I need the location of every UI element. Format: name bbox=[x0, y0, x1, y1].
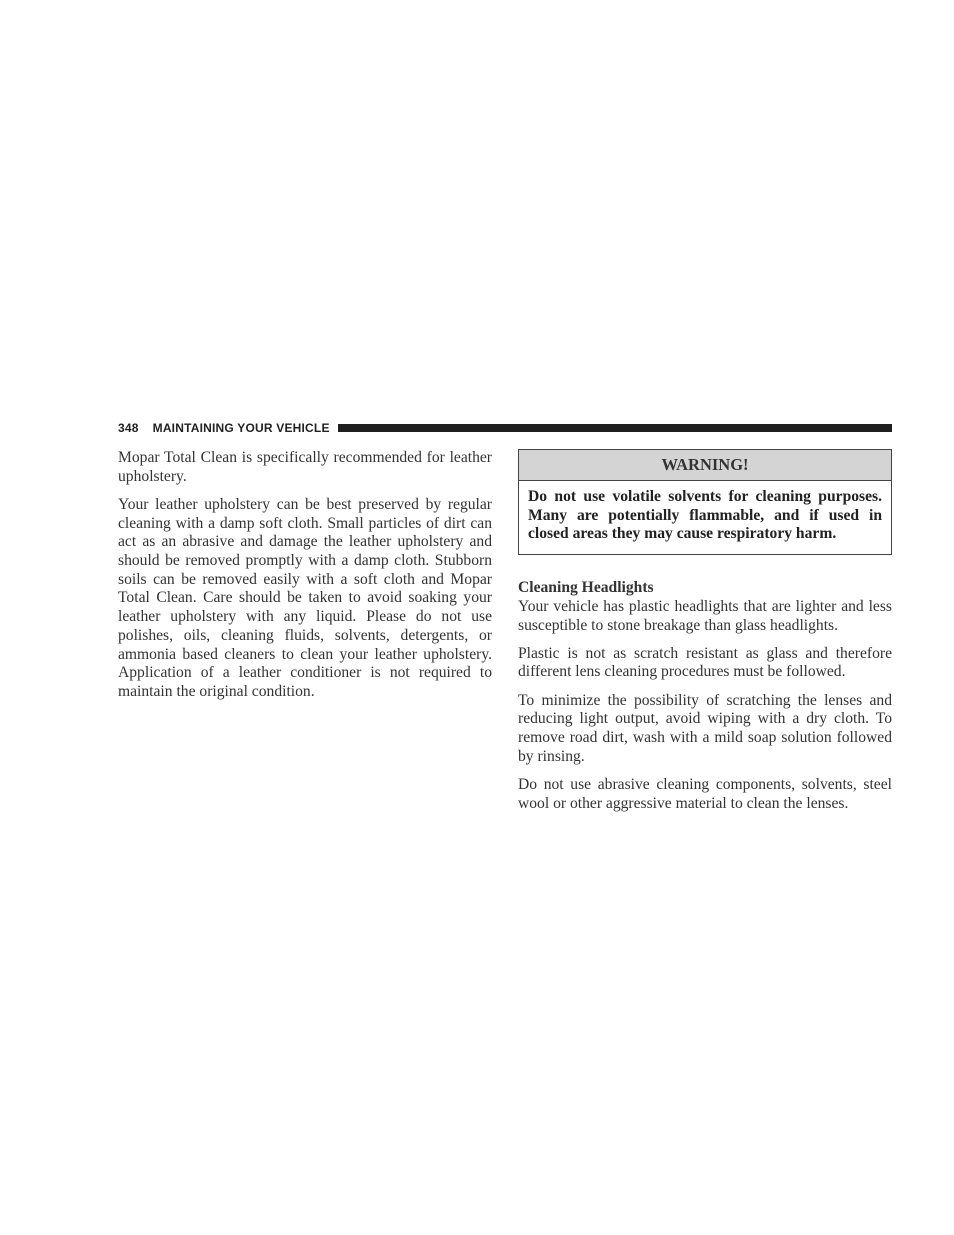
warning-box bbox=[518, 449, 892, 555]
paragraph: To minimize the possibility of scratching the lenses and reducing light output, avoid wiping with a dry cloth. To remove road dirt, wash with a mild soap solution followed by rinsing. bbox=[518, 691, 892, 765]
page-number: 348 bbox=[118, 421, 139, 435]
page-header bbox=[118, 420, 892, 436]
paragraph: Do not use abrasive cleaning components, solvents, steel wool or other aggressive material to clean the lenses. bbox=[518, 775, 892, 812]
header-rule bbox=[338, 424, 892, 432]
warning-title: WARNING! bbox=[519, 450, 891, 481]
paragraph: Mopar Total Clean is specifically recommended for leather upholstery. bbox=[118, 449, 492, 485]
warning-text: Do not use volatile solvents for cleaning purposes. Many are potentially flammable, and if used in closed areas they may cause respiratory harm. bbox=[528, 488, 882, 543]
right-column bbox=[518, 449, 892, 823]
paragraph: Your vehicle has plastic headlights that are lighter and less susceptible to stone breakage than glass headlights. bbox=[518, 597, 892, 634]
section-title: MAINTAINING YOUR VEHICLE bbox=[152, 421, 330, 435]
subheading: Cleaning Headlights bbox=[518, 579, 654, 597]
left-column bbox=[118, 449, 492, 711]
paragraph: Plastic is not as scratch resistant as glass and therefore different lens cleaning procedures must be followed. bbox=[518, 644, 892, 681]
paragraph: Your leather upholstery can be best preserved by regular cleaning with a damp soft cloth. Small particles of dirt can act as an abrasive and damage the leather upholstery and should be removed promptly with a damp cloth. Stubborn soils can be removed easily with a soft cloth and Mopar Total Clean. Care should be taken to avoid soaking your leather upholstery with any liquid. Please do not use polishes, oils, cleaning fluids, solvents, detergents, or ammonia based cleaners to clean your leather upholstery. Application of a leather conditioner is not required to maintain the original condition. bbox=[118, 495, 492, 700]
